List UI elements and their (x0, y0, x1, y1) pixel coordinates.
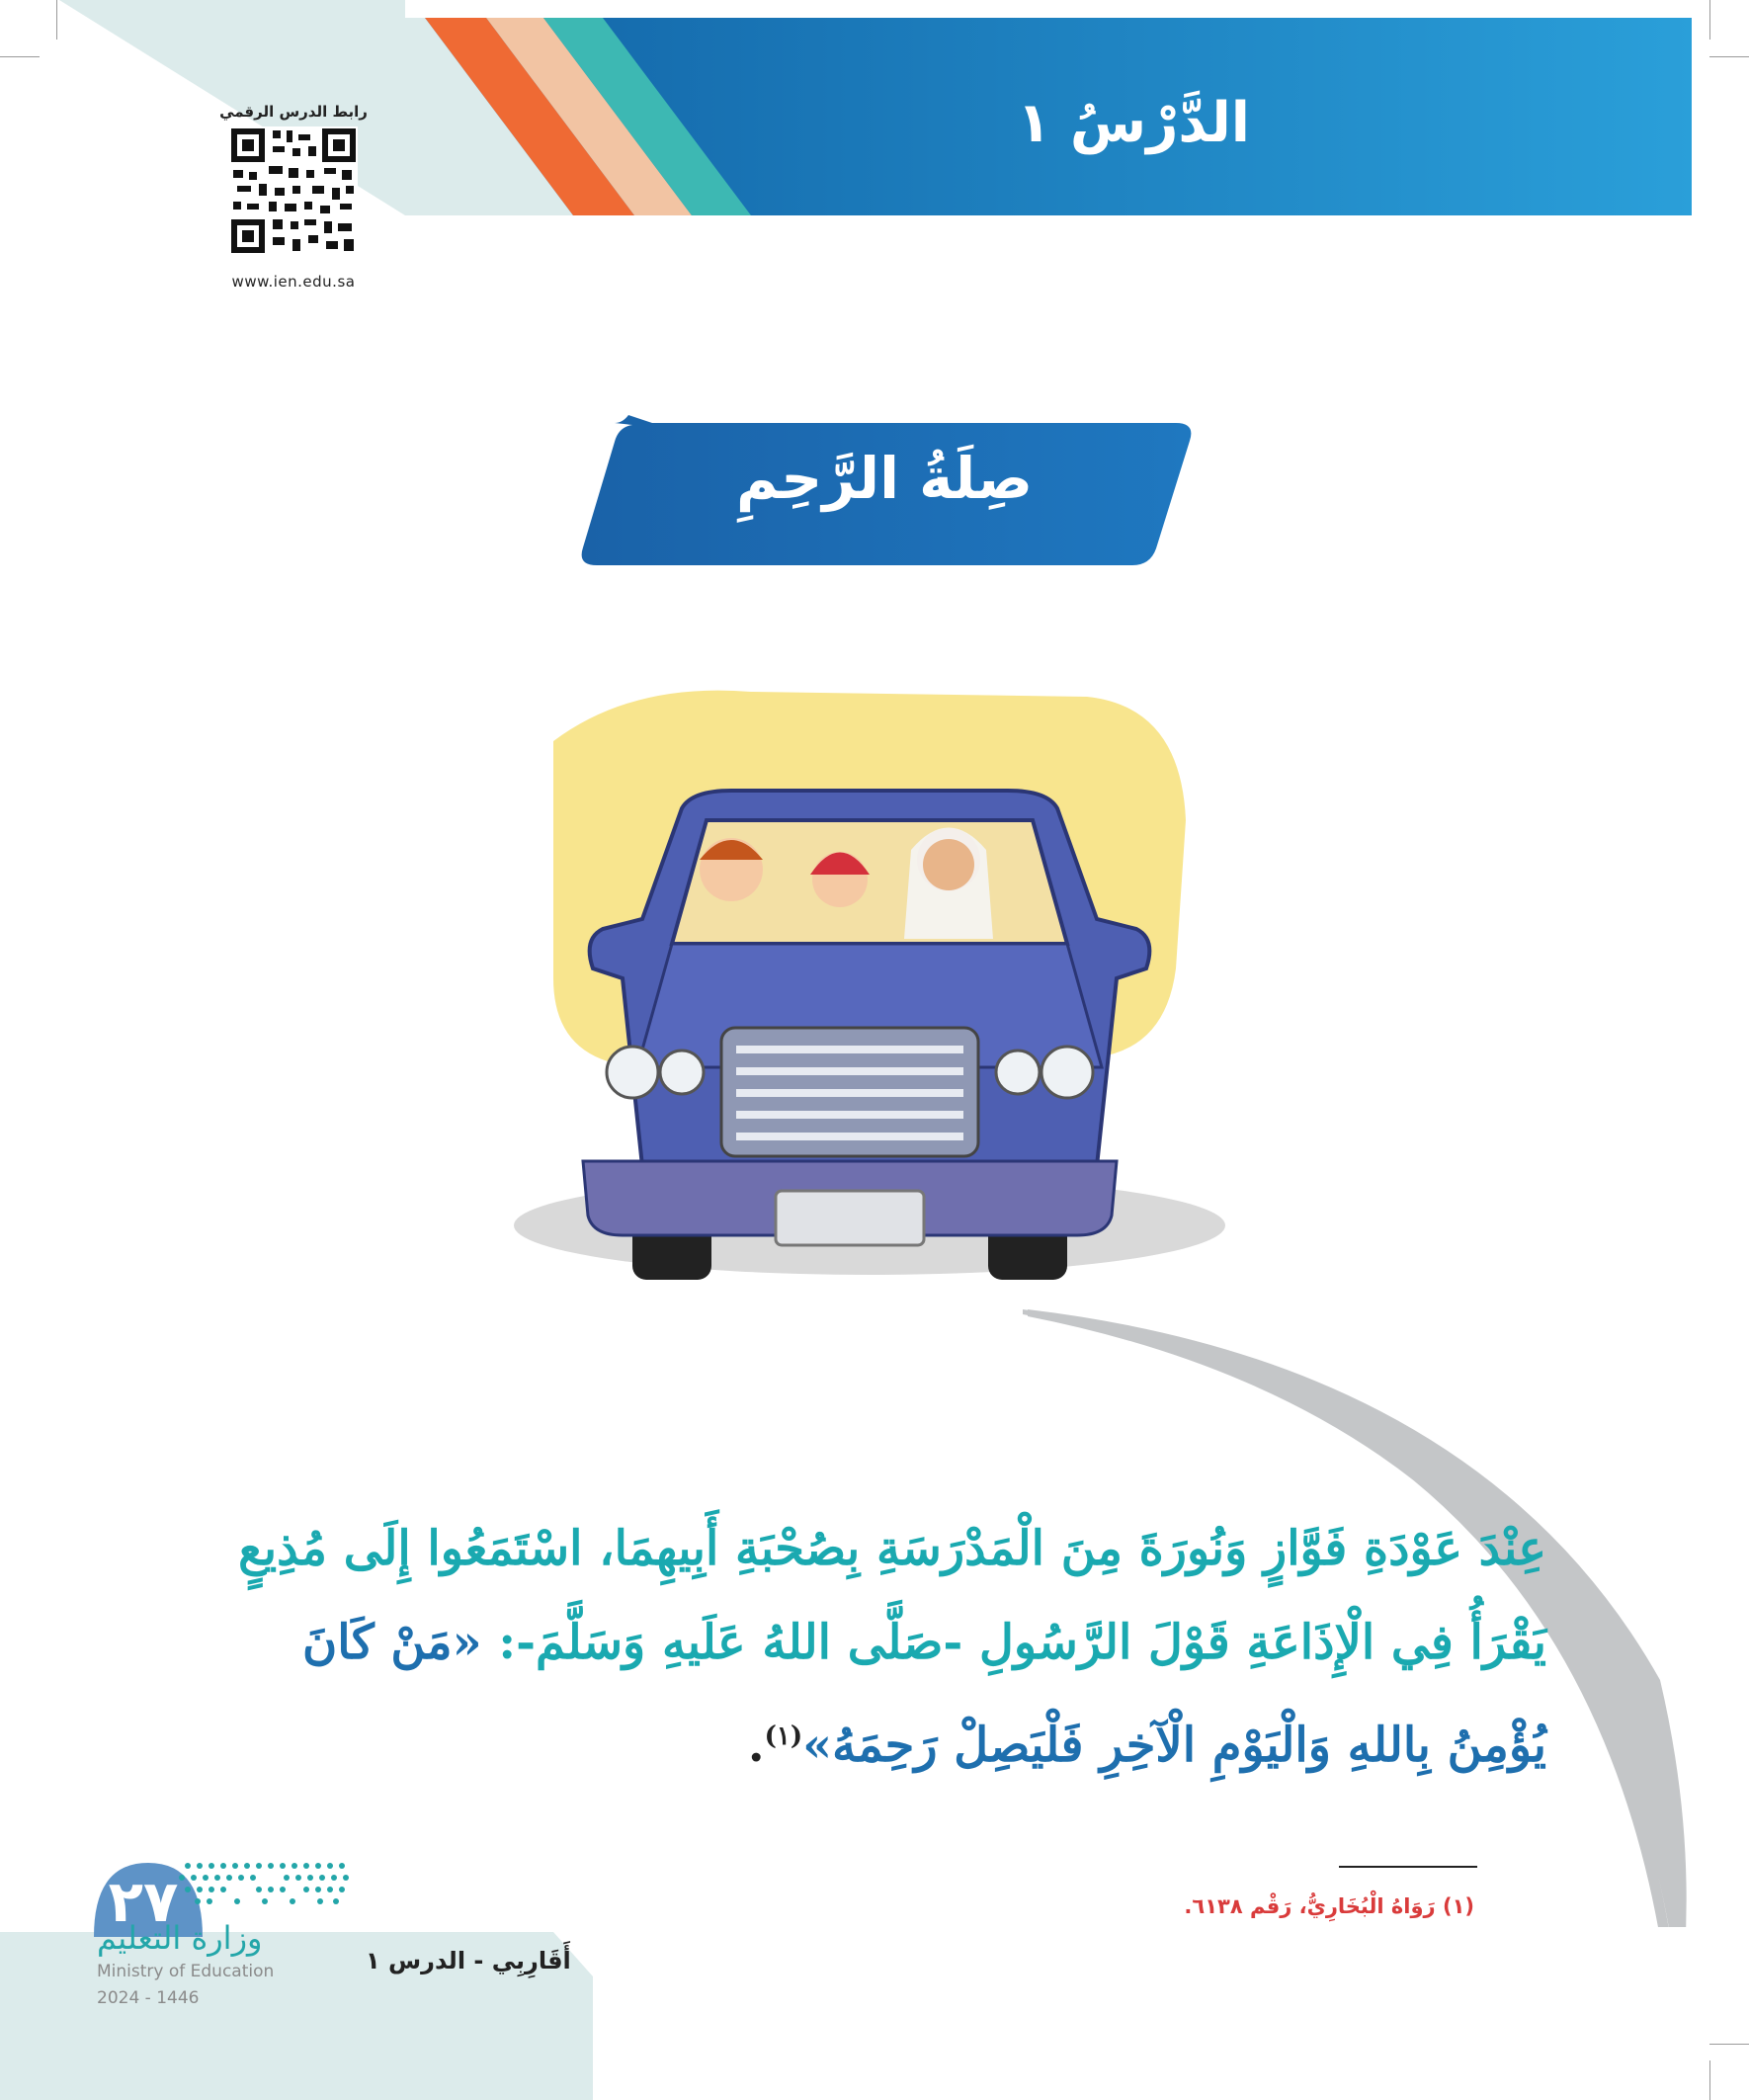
paragraph-end: . (747, 1718, 765, 1773)
page-number: ٢٧ (108, 1868, 179, 1935)
qr-label: رابط الدرس الرقمي (219, 103, 368, 121)
qr-code-icon[interactable] (229, 126, 358, 255)
hadith-quote: «مَنْ كَانَ يُؤْمِنُ بِاللهِ وَالْيَوْمِ الْآخِرِ فَلْيَصِلْ رَحِمَهُ» (301, 1615, 1546, 1773)
ministry-year: 2024 - 1446 (97, 1988, 200, 2008)
footnote-text: (١) رَوَاهُ الْبُخَارِيُّ، رَقْم ٦١٣٨. (1184, 1894, 1474, 1918)
ministry-name-arabic: وزارة التعليم (97, 1919, 263, 1957)
lesson-paragraph (193, 1502, 1546, 1793)
headlight-left (607, 1047, 658, 1098)
footnote-reference[interactable]: (١) (764, 1722, 803, 1751)
footnote-divider (1339, 1866, 1477, 1868)
paragraph-intro: عِنْدَ عَوْدَةِ فَوَّازٍ وَنُورَةَ مِنَ الْمَدْرَسَةِ بِصُحْبَةِ أَبِيهِمَا، اسْتَمَعُوا إِلَى مُذِيعٍ يَقْرَأُ فِي الْإِذَاعَةِ قَوْلَ الرَّسُولِ -صَلَّى اللهُ عَلَيهِ وَسَلَّمَ-: (238, 1521, 1546, 1670)
qr-url[interactable]: www.ien.edu.sa (231, 273, 356, 291)
headlight-right (1041, 1047, 1093, 1098)
license-plate (776, 1191, 924, 1245)
headlight-left-inner (660, 1050, 704, 1094)
topic-title: صِلَةُ الرَّحِمِ (735, 445, 1034, 512)
footer-caption: أَقَارِبِي - الدرس ١ (366, 1947, 571, 1974)
ministry-name-english: Ministry of Education (97, 1962, 275, 1981)
headlight-right-inner (996, 1050, 1040, 1094)
lesson-title: الدَّرْسُ ١ (1017, 91, 1250, 155)
ministry-logo-dots (179, 1863, 349, 1904)
